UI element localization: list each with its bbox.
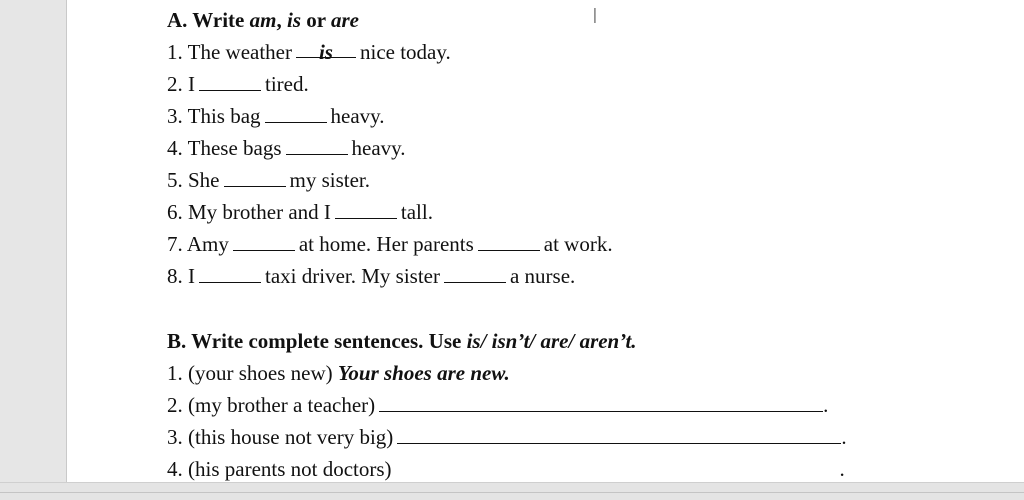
item-period: . xyxy=(823,393,829,417)
section-b-title-text: B. Write complete sentences. Use xyxy=(167,329,467,353)
answer-blank[interactable] xyxy=(478,232,540,251)
answer-line[interactable] xyxy=(379,393,823,412)
section-b-item-3 xyxy=(167,424,847,450)
section-a-word-or: or xyxy=(301,8,331,32)
section-a-item-8 xyxy=(167,263,575,289)
item-text-middle: at home. Her parents xyxy=(298,232,474,256)
section-a-item-3 xyxy=(167,103,385,129)
section-b-heading xyxy=(167,328,637,354)
item-number: 4. xyxy=(167,136,183,160)
item-number: 2. xyxy=(167,393,183,417)
answer-blank[interactable] xyxy=(199,264,261,283)
item-text-after: heavy. xyxy=(330,104,385,128)
item-number: 6. xyxy=(167,200,183,224)
item-period: . xyxy=(841,425,847,449)
item-number: 3. xyxy=(167,425,183,449)
item-text-middle: taxi driver. My sister xyxy=(265,264,440,288)
item-text-before: She xyxy=(188,168,220,192)
item-text-before: My brother and I xyxy=(188,200,331,224)
item-text-after: heavy. xyxy=(351,136,406,160)
bottom-divider xyxy=(0,492,1024,493)
item-prompt: (his parents not doctors) xyxy=(188,457,392,481)
item-text-after: tall. xyxy=(400,200,433,224)
item-number: 8. xyxy=(167,264,183,288)
answer-blank[interactable] xyxy=(265,104,327,123)
item-text-after: at work. xyxy=(543,232,613,256)
answer-blank[interactable] xyxy=(444,264,506,283)
item-number: 5. xyxy=(167,168,183,192)
section-b-title-words: is/ isn’t/ are/ aren’t. xyxy=(466,329,637,353)
item-text-before: I xyxy=(188,264,195,288)
answer-blank[interactable] xyxy=(233,232,295,251)
section-a-item-2 xyxy=(167,71,309,97)
item-number: 1. xyxy=(167,40,183,64)
item-prompt: (your shoes new) xyxy=(188,361,333,385)
answer-blank[interactable] xyxy=(199,72,261,91)
item-text-after: a nurse. xyxy=(509,264,576,288)
section-a-item-1 xyxy=(167,39,451,65)
section-a-word-are: are xyxy=(330,8,359,32)
item-answer: Your shoes are new. xyxy=(337,361,510,385)
item-number: 4. xyxy=(167,457,183,481)
bottom-scroll-area[interactable] xyxy=(0,482,1024,500)
item-text-before: I xyxy=(188,72,195,96)
section-b-item-4 xyxy=(167,456,845,482)
item-period: . xyxy=(839,457,845,481)
section-a-title-prefix: A. Write xyxy=(167,8,250,32)
section-a-word-is: is xyxy=(286,8,301,32)
section-b-item-1 xyxy=(167,360,510,386)
answer-blank[interactable] xyxy=(286,136,348,155)
section-a-item-7 xyxy=(167,231,613,257)
text-cursor-icon: I xyxy=(592,4,598,28)
item-text-before: Amy xyxy=(186,232,229,256)
item-text-before: The weather xyxy=(187,40,292,64)
item-number: 1. xyxy=(167,361,183,385)
item-prompt: (my brother a teacher) xyxy=(188,393,376,417)
left-gutter xyxy=(0,0,67,482)
section-a-comma: , xyxy=(276,8,287,32)
answer-line[interactable] xyxy=(397,425,841,444)
section-b-item-2 xyxy=(167,392,828,418)
item-text-after: my sister. xyxy=(289,168,371,192)
item-text-before: These bags xyxy=(187,136,282,160)
section-a-item-5 xyxy=(167,167,370,193)
section-a-word-am: am xyxy=(249,8,277,32)
item-number: 2. xyxy=(167,72,183,96)
section-a-heading xyxy=(167,7,359,33)
section-a-item-6 xyxy=(167,199,433,225)
item-text-after: tired. xyxy=(265,72,309,96)
item-text-after: nice today. xyxy=(359,40,451,64)
item-number: 7. xyxy=(167,232,183,256)
answer-blank[interactable] xyxy=(335,200,397,219)
section-a-item-4 xyxy=(167,135,406,161)
item-prompt: (this house not very big) xyxy=(188,425,394,449)
answer-blank-filled[interactable]: is xyxy=(296,39,356,58)
item-text-before: This bag xyxy=(187,104,261,128)
answer-blank[interactable] xyxy=(224,168,286,187)
item-number: 3. xyxy=(167,104,183,128)
